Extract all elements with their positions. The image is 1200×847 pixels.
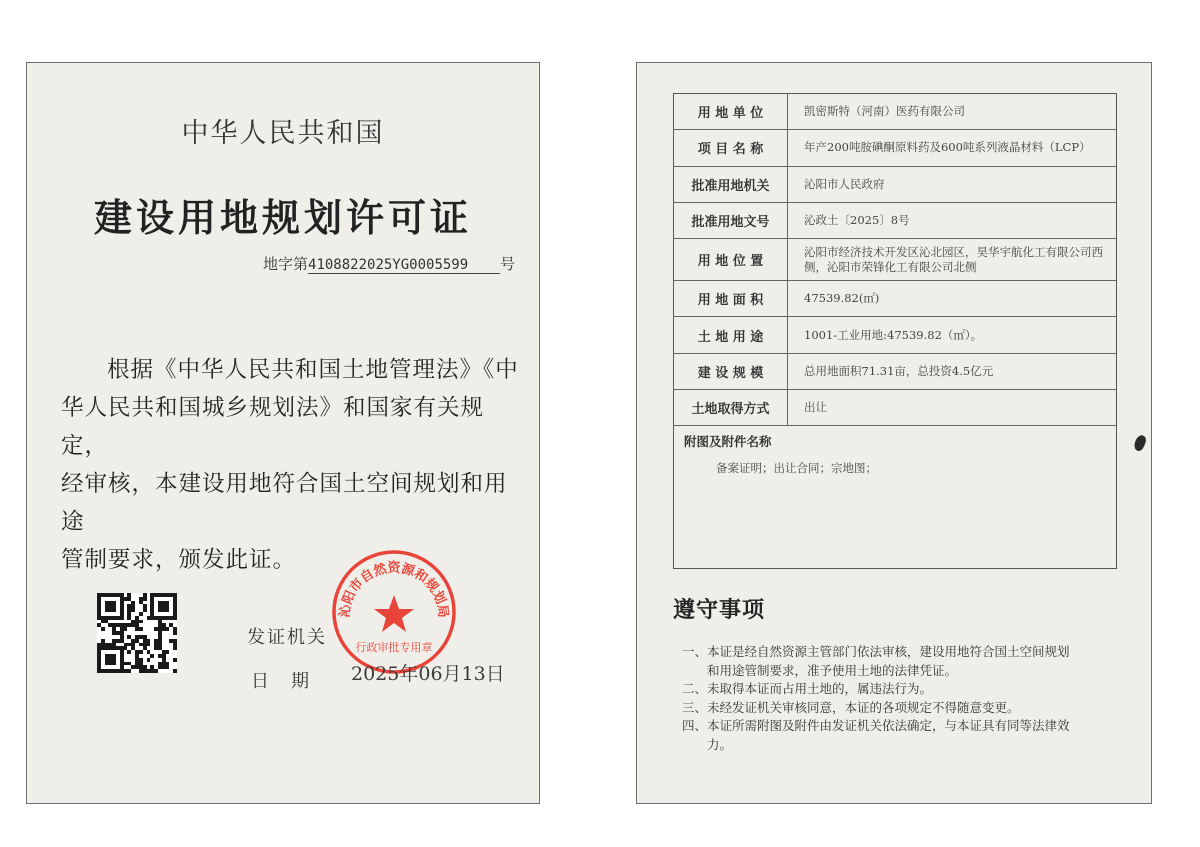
row-value: 沁阳市人民政府 — [804, 176, 885, 191]
rule-item — [673, 643, 1123, 680]
permit-suffix: 号 — [500, 255, 516, 273]
row-value: 沁阳市经济技术开发区沁北园区，昊华宇航化工有限公司西侧，沁阳市荣锋化工有限公司北侧 — [804, 244, 1103, 274]
table-row — [674, 317, 1116, 353]
statement-line: 经审核，本建设用地符合国土空间规划和用途 — [61, 471, 508, 535]
table-row — [674, 354, 1116, 390]
certificate-statement — [61, 351, 521, 579]
row-label: 用 地 面 积 — [674, 281, 788, 316]
rule-line: 力。 — [707, 736, 733, 752]
table-row — [674, 390, 1116, 426]
row-label: 项 目 名 称 — [674, 130, 788, 165]
rule-number: 三、 — [681, 699, 707, 715]
rule-item — [673, 699, 1123, 718]
table-row — [674, 167, 1116, 203]
attachments-section — [674, 426, 1116, 482]
permit-number: 4108822025YG0005599 — [308, 257, 500, 274]
row-value: 沁政土〔2025〕8号 — [804, 213, 910, 228]
ink-mark-icon — [1132, 434, 1148, 453]
qr-code-icon — [97, 593, 177, 673]
rule-text — [707, 699, 1123, 718]
attachments-title: 附图及附件名称 — [684, 434, 772, 450]
statement-line: 管制要求，颁发此证。 — [61, 547, 297, 573]
certificate-back-page — [636, 62, 1152, 804]
row-value: 总用地面积71.31亩，总投资4.5亿元 — [804, 363, 994, 378]
permit-number-line — [263, 253, 515, 274]
rule-item — [673, 717, 1123, 754]
rule-line: 未经发证机关审核同意，本证的各项规定不得随意变更。 — [707, 699, 1020, 715]
row-label: 建 设 规 模 — [674, 354, 788, 389]
rule-item — [673, 680, 1123, 699]
row-label: 用 地 位 置 — [674, 239, 788, 280]
rule-number: 二、 — [681, 681, 707, 696]
row-value: 凯密斯特（河南）医药有限公司 — [804, 104, 965, 119]
row-value: 47539.82(㎡) — [804, 291, 880, 306]
rules-list — [673, 643, 1123, 754]
svg-text:行政审批专用章: 行政审批专用章 — [355, 641, 433, 654]
row-value: 年产200吨胺碘酮原料药及600吨系列液晶材料（LCP） — [804, 140, 1091, 155]
permit-prefix: 地字第 — [263, 255, 309, 273]
land-info-table — [673, 93, 1117, 569]
table-row — [674, 281, 1116, 317]
rule-number: 四、 — [681, 718, 707, 733]
row-value: 出让 — [804, 400, 827, 415]
rule-text — [707, 717, 1123, 754]
rules-title: 遵守事项 — [673, 598, 766, 623]
rule-number: 一、 — [681, 644, 707, 659]
issuer-label: 发证机关 — [247, 627, 327, 648]
country-name: 中华人民共和国 — [181, 118, 385, 149]
row-label: 用 地 单 位 — [674, 94, 788, 129]
rule-text — [707, 643, 1123, 680]
rule-line: 未取得本证而占用土地的，属违法行为。 — [707, 681, 933, 696]
official-seal-icon — [329, 547, 459, 677]
row-label: 批准用地文号 — [674, 203, 788, 238]
table-row — [674, 239, 1116, 281]
row-label: 土地取得方式 — [674, 390, 788, 425]
table-row — [674, 94, 1116, 130]
table-row — [674, 203, 1116, 239]
certificate-front-page — [26, 62, 540, 804]
attachments-items: 备案证明；出让合同；宗地图； — [716, 461, 877, 476]
statement-line: 根据《中华人民共和国土地管理法》《中 — [107, 357, 519, 383]
rule-line: 和用途管制要求，准予使用土地的法律凭证。 — [707, 662, 958, 678]
row-label: 土 地 用 途 — [674, 317, 788, 352]
rule-line: 本证是经自然资源主管部门依法审核，建设用地符合国土空间规划 — [707, 644, 1070, 659]
date-label: 日期 — [251, 671, 331, 692]
issue-date: 2025年06月13日 — [351, 663, 505, 685]
statement-line: 华人民共和国城乡规划法》和国家有关规定， — [61, 395, 485, 459]
table-row — [674, 130, 1116, 166]
row-value: 1001-工业用地:47539.82（㎡）。 — [804, 327, 983, 342]
rule-line: 本证所需附图及附件由发证机关依法确定，与本证具有同等法律效 — [707, 718, 1070, 733]
row-label: 批准用地机关 — [674, 167, 788, 202]
rule-text — [707, 680, 1123, 699]
certificate-title: 建设用地规划许可证 — [93, 195, 472, 240]
svg-text:沁阳市自然资源和规划局: 沁阳市自然资源和规划局 — [337, 561, 451, 619]
